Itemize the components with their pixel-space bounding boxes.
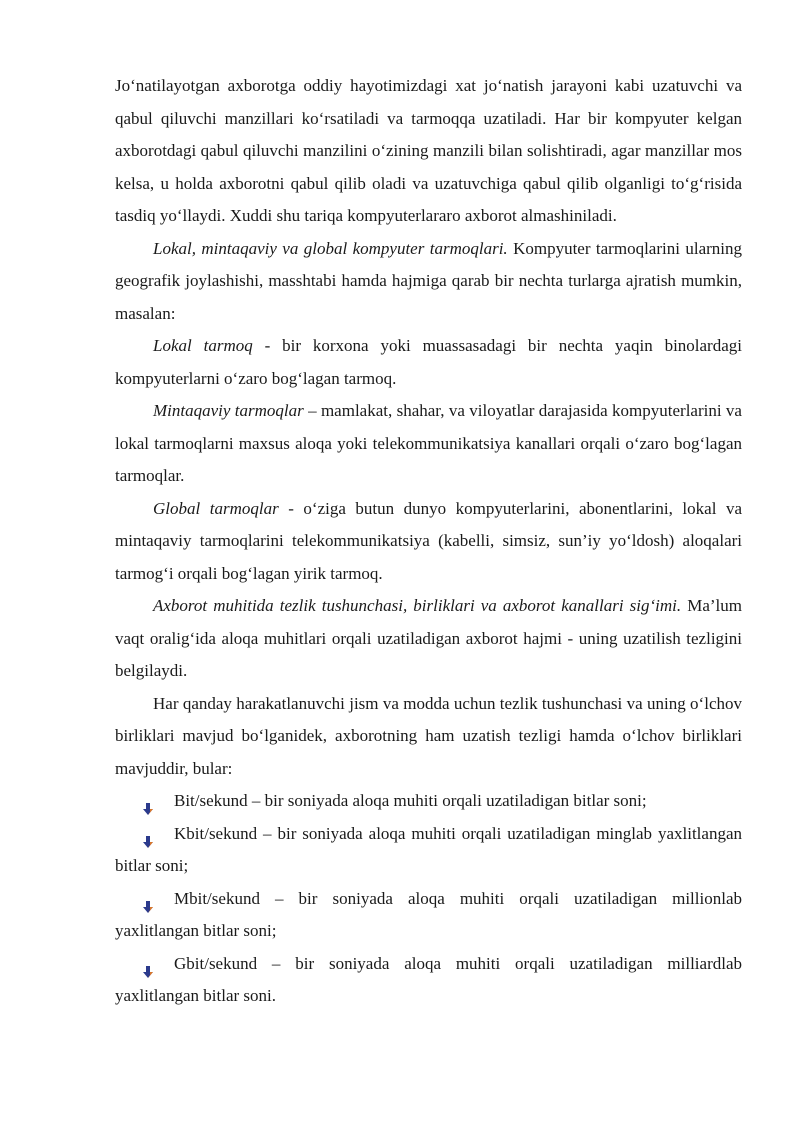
paragraph-5-term: Global tarmoqlar <box>153 498 279 518</box>
paragraph-4 <box>115 395 742 493</box>
paragraph-4-text: – mamlakat, shahar, va viloyatlar darajasida kompyuterlarini va lokal tarmoqlarni maxsus aloqa yoki telekommunikatsiya kanallari orqali o‘zaro bog‘lagan tarmoqlar. <box>115 401 742 485</box>
bullet-text: Mbit/sekund – bir soniyada aloqa muhiti orqali uzatiladigan millionlab yaxlitlangan bitlar soni; <box>115 888 742 940</box>
paragraph-3-text: - bir korxona yoki muassasadagi bir nechta yaqin binolardagi kompyuterlarni o‘zaro bog‘lagan tarmoq. <box>115 336 742 388</box>
arrow-down-bullet-icon <box>142 957 154 969</box>
bullet-item <box>115 883 742 948</box>
paragraph-5 <box>115 493 742 591</box>
document-page <box>115 70 742 1013</box>
paragraph-3-term: Lokal tarmoq <box>153 336 253 355</box>
paragraph-3 <box>115 330 742 395</box>
arrow-down-bullet-icon <box>142 794 154 806</box>
paragraph-2 <box>115 233 742 331</box>
bullet-text: Kbit/sekund – bir soniyada aloqa muhiti orqali uzatiladigan minglab yaxlitlangan bitlar soni; <box>115 823 742 875</box>
bullet-text: Gbit/sekund – bir soniyada aloqa muhiti orqali uzatiladigan milliardlab yaxlitlangan bitlar soni. <box>115 953 742 1005</box>
paragraph-2-text: Kompyuter tarmoqlarini ularning geografik joylashishi, masshtabi hamda hajmiga qarab bir nechta turlarga ajratish mumkin, masalan: <box>115 238 742 323</box>
bullet-text: Bit/sekund – bir soniyada aloqa muhiti orqali uzatiladigan bitlar soni; <box>174 791 647 810</box>
paragraph-6-heading: Axborot muhitida tezlik tushunchasi, birliklari va axborot kanallari sig‘imi. <box>153 596 682 615</box>
bullet-item <box>115 785 742 818</box>
paragraph-6 <box>115 590 742 688</box>
bullet-item <box>115 948 742 1013</box>
paragraph-2-heading: Lokal, mintaqaviy va global kompyuter tarmoqlari. <box>153 238 508 258</box>
arrow-down-bullet-icon <box>142 827 154 839</box>
paragraph-7: Har qanday harakatlanuvchi jism va modda uchun tezlik tushunchasi va uning o‘lchov birliklari mavjud bo‘lganidek, axborotning ham uzatish tezligi hamda o‘lchov birliklari mavjuddir, bular: <box>115 693 742 778</box>
paragraph-1: Jo‘natilayotgan axborotga oddiy hayotimizdagi xat jo‘natish jarayoni kabi uzatuvchi va qabul qiluvchi manzillari ko‘rsatiladi va tarmoqqa uzatiladi. Har bir kompyuter kelgan axborotdagi qabul qiluvchi manzilini o‘zining manzili bilan solishtiradi, agar manzillar mos kelsa, u holda axborotni qabul qilib oladi va uzatuvchiga qabul qilib olganligi to‘g‘risida tasdiq yo‘llaydi. Xuddi shu tariqa kompyuterlararo axborot almashiniladi. <box>115 76 742 225</box>
bullet-item <box>115 818 742 883</box>
arrow-down-bullet-icon <box>142 892 154 904</box>
paragraph-5-text: - o‘ziga butun dunyo kompyuterlarini, abonentlarini, lokal va mintaqaviy tarmoqlarini telekommunikatsiya (kabelli, simsiz, sun’iy yo‘ldosh) aloqalari tarmog‘i orqali bog‘lagan yirik tarmoq. <box>115 498 742 583</box>
paragraph-4-term: Mintaqaviy tarmoqlar <box>153 401 304 420</box>
paragraph-6-text: Ma’lum vaqt oralig‘ida aloqa muhitlari orqali uzatiladigan axborot hajmi - uning uzatilish tezligini belgilaydi. <box>115 596 742 680</box>
